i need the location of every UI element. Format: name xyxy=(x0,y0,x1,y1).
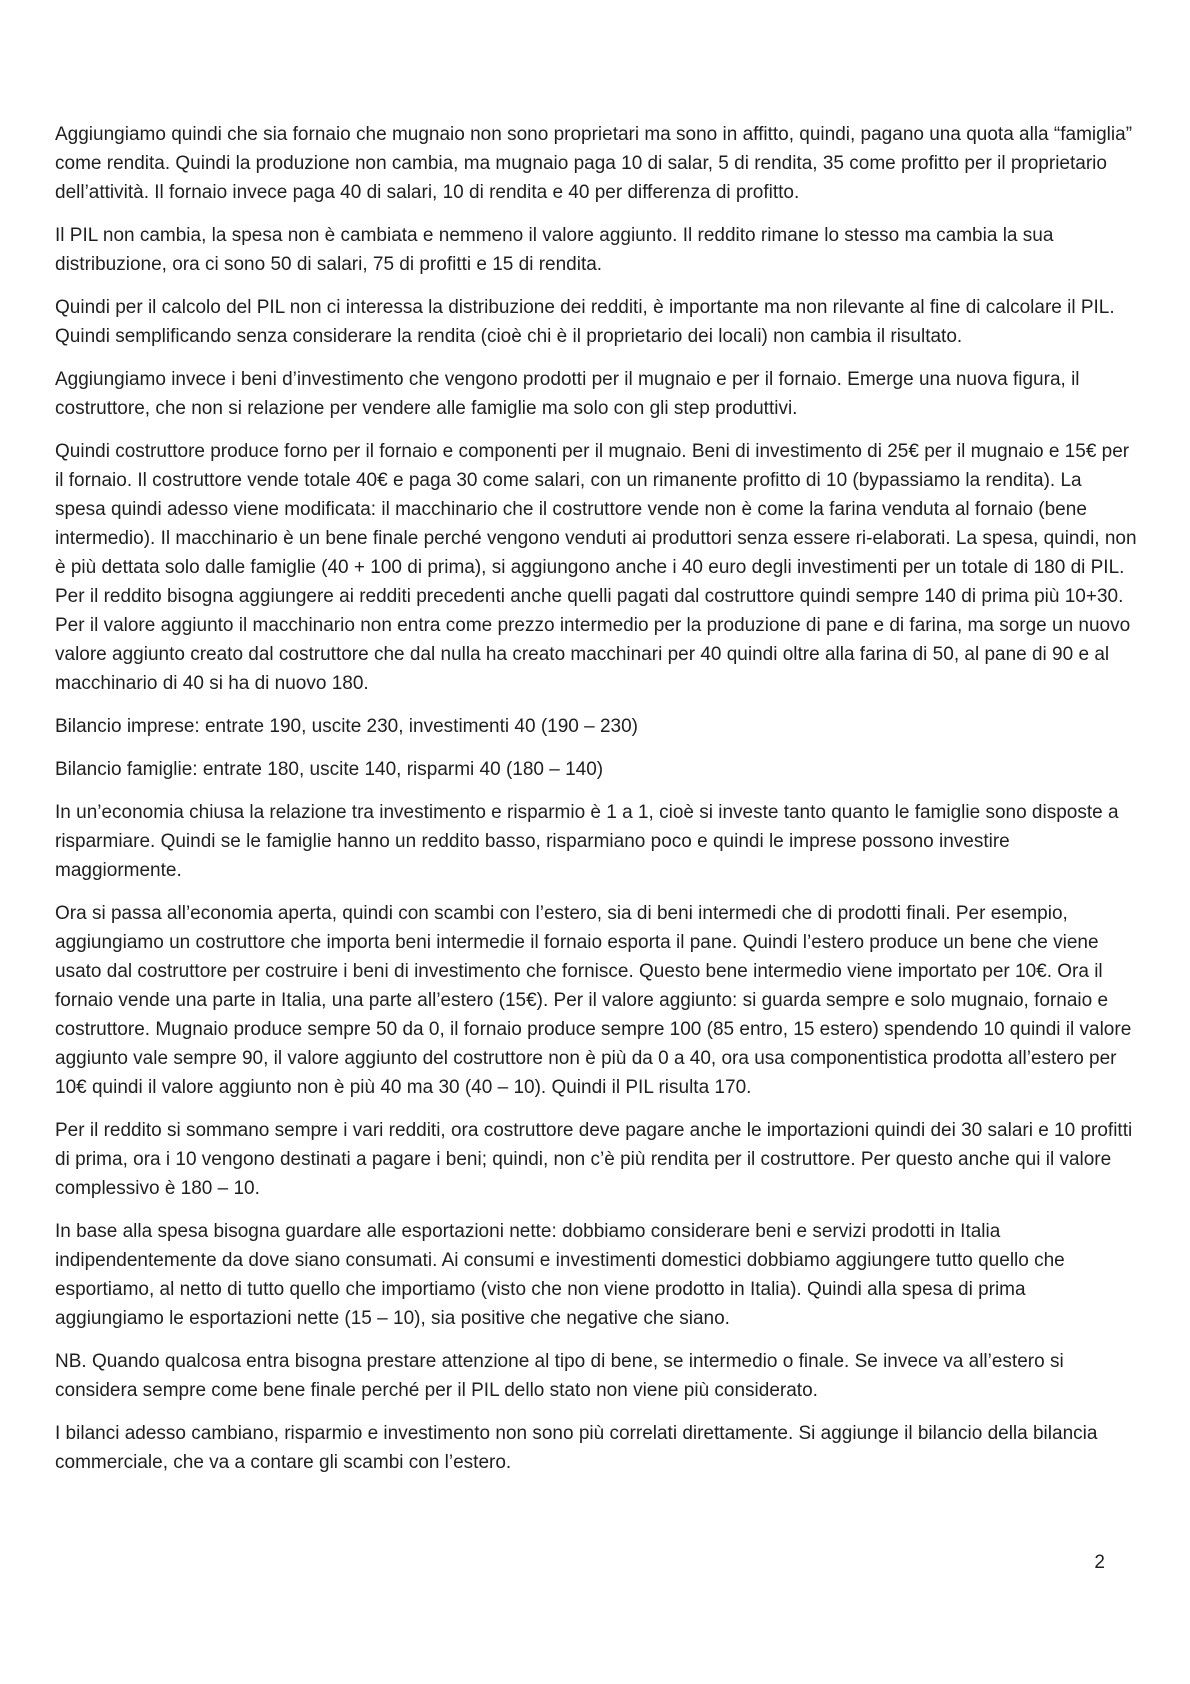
paragraph-4: Aggiungiamo invece i beni d’investimento che vengono prodotti per il mugnaio e per il fornaio. Emerge una nuova figura, il costruttore, che non si relazione per vendere alle famiglie ma solo con gli step produttivi. xyxy=(55,369,1080,419)
paragraph-9: Ora si passa all’economia aperta, quindi con scambi con l’estero, sia di beni intermedi che di prodotti finali. Per esempio, aggiungiamo un costruttore che importa beni intermedie il fornaio esporta il pane. Quindi l’estero produce un bene che viene usato dal costruttore per costruire i beni di investimento che fornisce. Questo bene intermedio viene importato per 10€. Ora il fornaio vende una parte in Italia, una parte all’estero (15€). Per il valore aggiunto: si guarda sempre e solo mugnaio, fornaio e costruttore. Mugnaio produce sempre 50 da 0, il fornaio produce sempre 100 (85 entro, 15 estero) spendendo 10 quindi il valore aggiunto vale sempre 90, il valore aggiunto del costruttore non è più da 0 a 40, ora usa componentistica prodotta all’estero per 10€ quindi il valore aggiunto non è più 40 ma 30 (40 – 10). Quindi il PIL risulta 170. xyxy=(55,903,1132,1098)
paragraph-3: Quindi per il calcolo del PIL non ci interessa la distribuzione dei redditi, è importante ma non rilevante al fine di calcolare il PIL. Quindi semplificando senza considerare la rendita (cioè chi è il proprietario dei locali) non cambia il risultato. xyxy=(55,297,1115,347)
paragraph-7-bilancio-famiglie: Bilancio famiglie: entrate 180, uscite 140, risparmi 40 (180 – 140) xyxy=(55,759,604,780)
paragraph-2: Il PIL non cambia, la spesa non è cambiata e nemmeno il valore aggiunto. Il reddito rimane lo stesso ma cambia la sua distribuzione, ora ci sono 50 di salari, 75 di profitti e 15 di rendita. xyxy=(55,225,1054,275)
paragraph-5: Quindi costruttore produce forno per il fornaio e componenti per il mugnaio. Beni di investimento di 25€ per il mugnaio e 15€ per il fornaio. Il costruttore vende totale 40€ e paga 30 come salari, con un rimanente profitto di 10 (bypassiamo la rendita). La spesa quindi adesso viene modificata: il macchinario che il costruttore vende non è come la farina venduta al fornaio (bene intermedio). Il macchinario è un bene finale perché vengono venduti ai produttori senza essere ri-elaborati. La spesa, quindi, non è più dettata solo dalle famiglie (40 + 100 di prima), si aggiungono anche i 40 euro degli investimenti per un totale di 180 di PIL. Per il reddito bisogna aggiungere ai redditi precedenti anche quelli pagati dal costruttore quindi sempre 140 di prima più 10+30. Per il valore aggiunto il macchinario non entra come prezzo intermedio per la produzione di pane e di farina, ma sorge un nuovo valore aggiunto creato dal costruttore che dal nulla ha creato macchinari per 40 quindi oltre alla farina di 50, al pane di 90 e al macchinario di 40 si ha di nuovo 180. xyxy=(55,441,1137,694)
paragraph-12-nb-note: NB. Quando qualcosa entra bisogna prestare attenzione al tipo di bene, se intermedio o finale. Se invece va all’estero si considera sempre come bene finale perché per il PIL dello stato non viene più considerato. xyxy=(55,1351,1064,1401)
document-body xyxy=(55,120,1137,1491)
paragraph-11: In base alla spesa bisogna guardare alle esportazioni nette: dobbiamo considerare beni e servizi prodotti in Italia indipendentemente da dove siano consumati. Ai consumi e investimenti domestici dobbiamo aggiungere tutto quello che esportiamo, al netto di tutto quello che importiamo (visto che non viene prodotto in Italia). Quindi alla spesa di prima aggiungiamo le esportazioni nette (15 – 10), sia positive che negative che siano. xyxy=(55,1221,1065,1329)
paragraph-8: In un’economia chiusa la relazione tra investimento e risparmio è 1 a 1, cioè si investe tanto quanto le famiglie sono disposte a risparmiare. Quindi se le famiglie hanno un reddito basso, risparmiano poco e quindi le imprese possono investire maggiormente. xyxy=(55,802,1119,881)
paragraph-6-bilancio-imprese: Bilancio imprese: entrate 190, uscite 230, investimenti 40 (190 – 230) xyxy=(55,716,638,737)
paragraph-13: I bilanci adesso cambiano, risparmio e investimento non sono più correlati direttamente. Si aggiunge il bilancio della bilancia commerciale, che va a contare gli scambi con l’estero. xyxy=(55,1423,1098,1473)
page-number: 2 xyxy=(1094,1552,1105,1573)
paragraph-1: Aggiungiamo quindi che sia fornaio che mugnaio non sono proprietari ma sono in affitto, quindi, pagano una quota alla “famiglia” come rendita. Quindi la produzione non cambia, ma mugnaio paga 10 di salar, 5 di rendita, 35 come profitto per il proprietario dell’attività. Il fornaio invece paga 40 di salari, 10 di rendita e 40 per differenza di profitto. xyxy=(55,124,1133,203)
paragraph-10: Per il reddito si sommano sempre i vari redditi, ora costruttore deve pagare anche le importazioni quindi dei 30 salari e 10 profitti di prima, ora i 10 vengono destinati a pagare i beni; quindi, non c’è più rendita per il costruttore. Per questo anche qui il valore complessivo è 180 – 10. xyxy=(55,1120,1133,1199)
